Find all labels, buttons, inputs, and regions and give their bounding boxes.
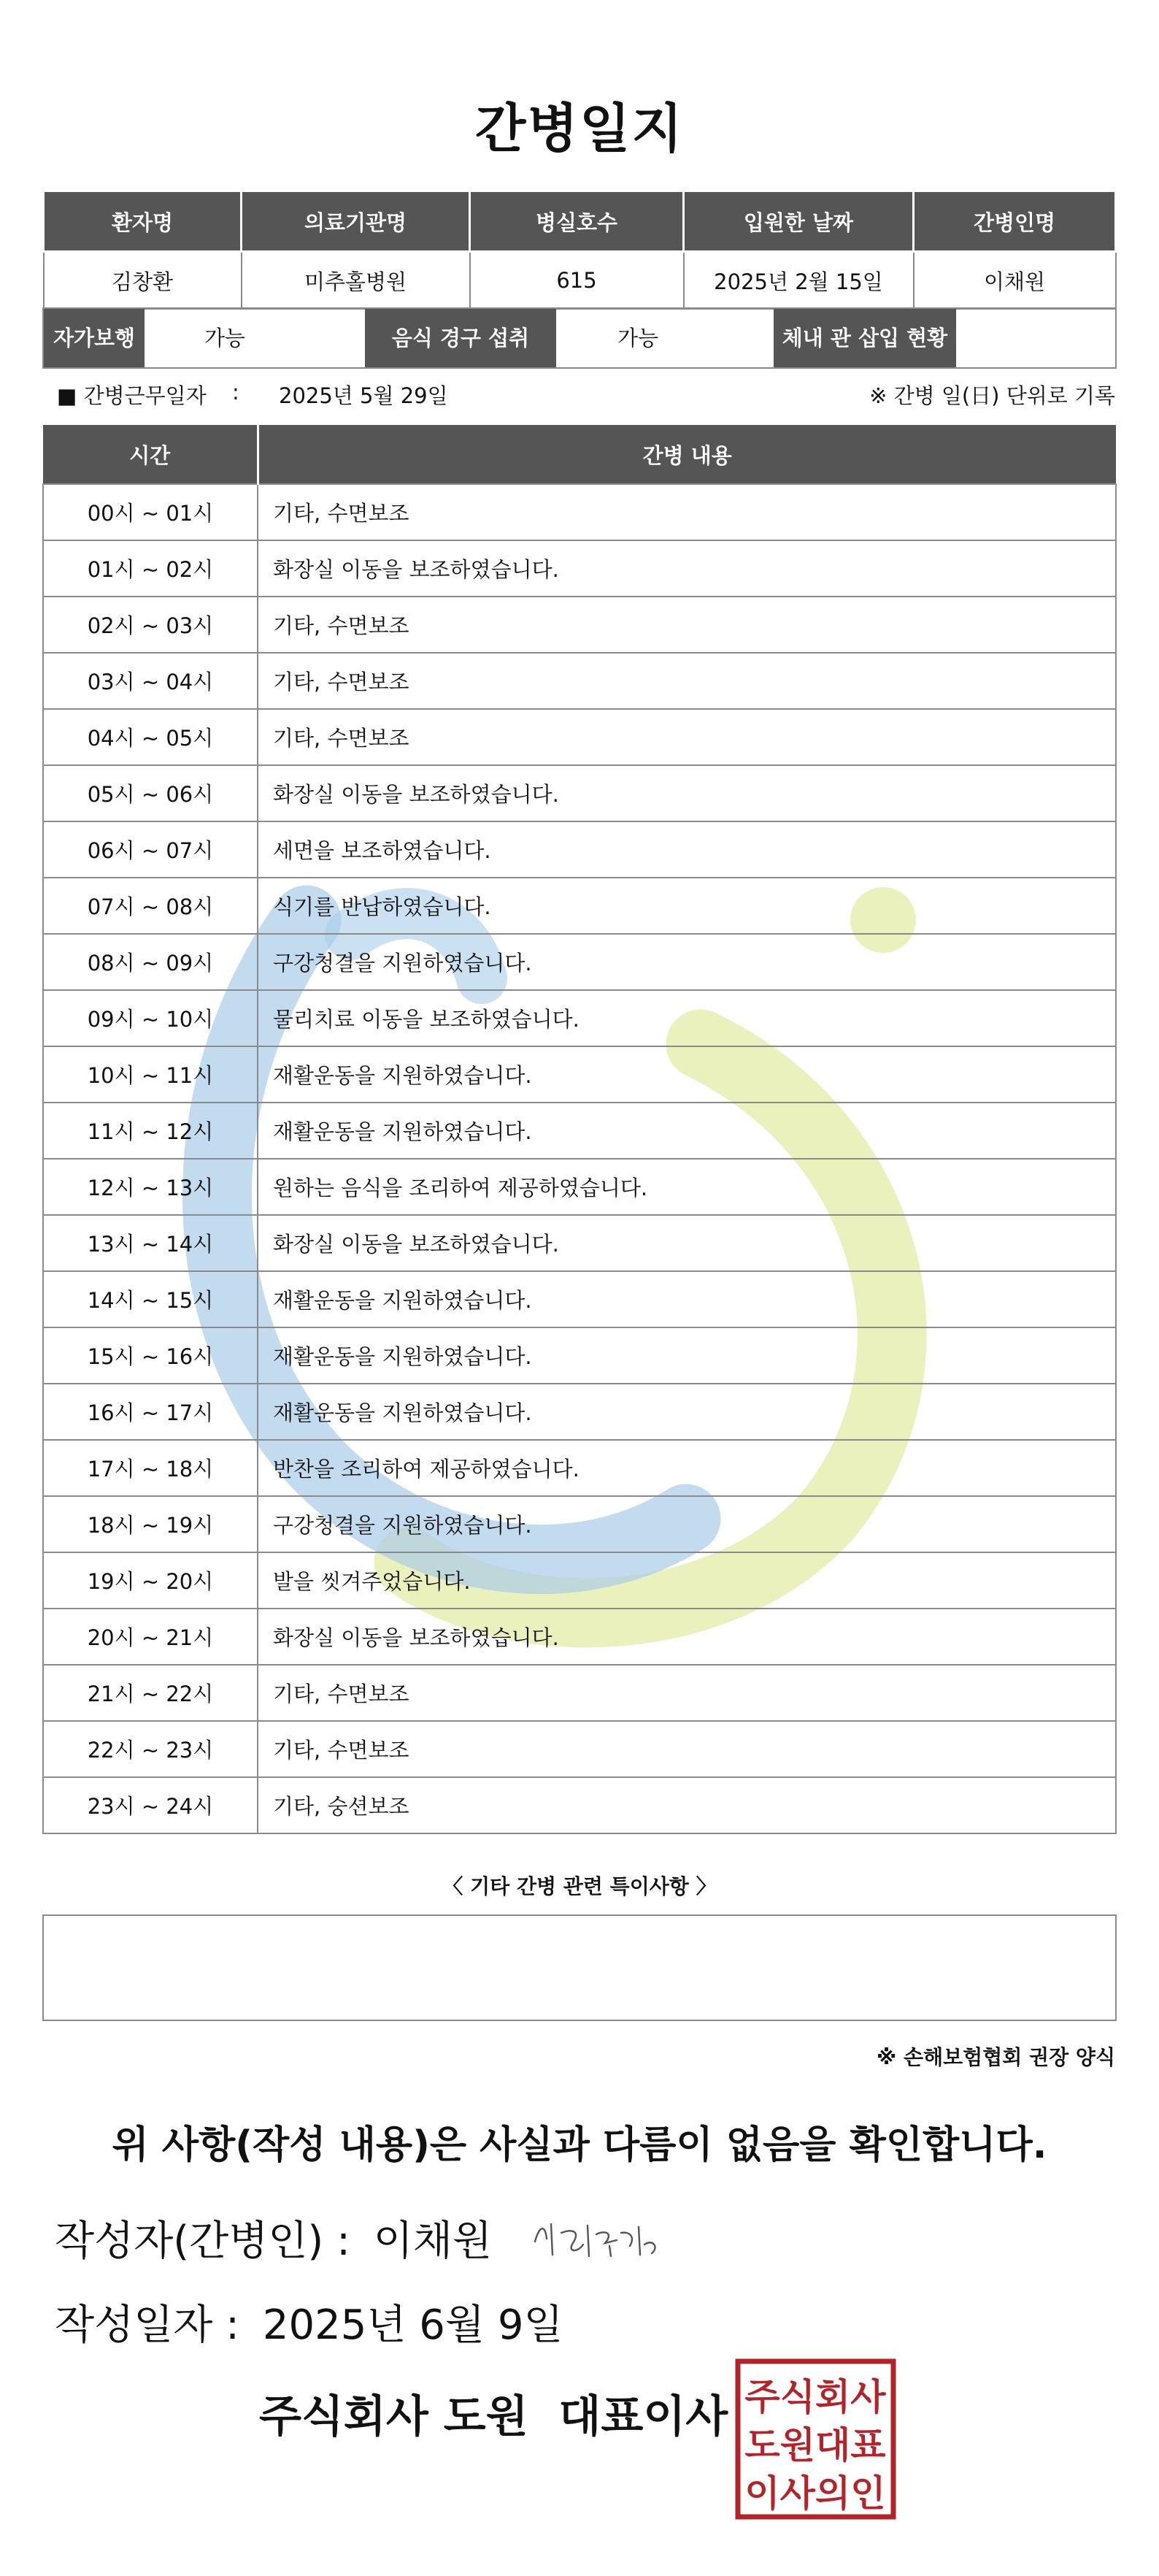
hospital-name: 미추홀병원	[242, 252, 470, 310]
log-time: 12시 ~ 13시	[43, 1159, 258, 1215]
log-content: 기타, 수면보조	[258, 484, 1116, 540]
log-content: 재활운동을 지원하였습니다.	[258, 1327, 1116, 1384]
log-content: 화장실 이동을 보조하였습니다.	[258, 765, 1116, 821]
notes-box	[42, 1914, 1117, 2021]
header-content: 간병 내용	[258, 425, 1116, 484]
form-footnote: ※ 손해보험협회 권장 양식	[877, 2045, 1115, 2069]
written-date: 2025년 6월 9일	[262, 2301, 563, 2349]
writer-label: 작성자(간병인) :	[55, 2217, 350, 2265]
work-date-colon: :	[232, 380, 239, 405]
table-row	[43, 1609, 1116, 1665]
self-walk-value: 가능	[204, 326, 246, 350]
notes-title: 〈 기타 간병 관련 특이사항 〉	[442, 1874, 717, 1898]
log-time: 18시 ~ 19시	[43, 1496, 258, 1552]
log-time: 13시 ~ 14시	[43, 1215, 258, 1271]
handwritten-signature	[529, 2211, 668, 2266]
table-row	[43, 1046, 1116, 1103]
work-date-label: ■ 간병근무일자	[57, 383, 207, 408]
oral-intake-label: 음식 경구 섭취	[365, 309, 556, 367]
page-title: 간병일지	[474, 98, 685, 159]
work-date: 2025년 5월 29일	[279, 383, 448, 408]
log-content: 재활운동을 지원하였습니다.	[258, 1046, 1116, 1103]
log-time: 07시 ~ 08시	[43, 878, 258, 934]
table-row	[43, 1777, 1116, 1833]
seal-line-1: 주식회사	[744, 2376, 886, 2418]
log-time: 01시 ~ 02시	[43, 540, 258, 597]
log-header-row	[43, 425, 1116, 484]
log-content: 발을 씻겨주었습니다.	[258, 1552, 1116, 1609]
log-content: 원하는 음식을 조리하여 제공하였습니다.	[258, 1159, 1116, 1215]
log-time: 04시 ~ 05시	[43, 709, 258, 765]
log-content: 반찬을 조리하여 제공하였습니다.	[258, 1440, 1116, 1496]
admission-date: 2025년 2월 15일	[684, 252, 914, 310]
log-content: 기타, 수면보조	[258, 709, 1116, 765]
table-row	[43, 821, 1116, 878]
log-content: 재활운동을 지원하였습니다.	[258, 1384, 1116, 1440]
log-time: 14시 ~ 15시	[43, 1271, 258, 1327]
log-content: 구강청결을 지원하였습니다.	[258, 1496, 1116, 1552]
header-hospital: 의료기관명	[242, 192, 470, 252]
table-row	[43, 1215, 1116, 1271]
log-time: 23시 ~ 24시	[43, 1777, 258, 1833]
log-time: 22시 ~ 23시	[43, 1721, 258, 1777]
log-time: 19시 ~ 20시	[43, 1552, 258, 1609]
table-row	[43, 1721, 1116, 1777]
table-row	[43, 540, 1116, 597]
info-value-row	[44, 252, 1116, 310]
log-time: 15시 ~ 16시	[43, 1327, 258, 1384]
log-time: 06시 ~ 07시	[43, 821, 258, 878]
writer-line	[55, 2209, 492, 2267]
table-row	[43, 1496, 1116, 1552]
company-seal	[733, 2357, 898, 2521]
table-row	[43, 934, 1116, 990]
table-row	[43, 765, 1116, 821]
confirmation-statement: 위 사항(작성 내용)은 사실과 다름이 없음을 확인합니다.	[112, 2123, 1047, 2167]
log-time: 17시 ~ 18시	[43, 1440, 258, 1496]
company-representative: 주식회사 도원 대표이사	[259, 2391, 728, 2442]
seal-line-3: 이사의인	[744, 2472, 886, 2515]
log-time: 02시 ~ 03시	[43, 597, 258, 653]
header-room: 병실호수	[470, 192, 684, 252]
seal-line-2: 도원대표	[744, 2424, 886, 2466]
log-content: 재활운동을 지원하였습니다.	[258, 1103, 1116, 1159]
writer-name: 이채원	[373, 2217, 493, 2265]
log-content: 기타, 수면보조	[258, 653, 1116, 709]
header-time: 시간	[43, 425, 258, 484]
table-row	[43, 1440, 1116, 1496]
tube-label: 체내 관 삽입 현황	[774, 309, 956, 367]
log-time: 08시 ~ 09시	[43, 934, 258, 990]
table-row	[43, 878, 1116, 934]
log-content: 기타, 수면보조	[258, 1721, 1116, 1777]
work-date-note: ※ 간병 일(日) 단위로 기록	[869, 383, 1115, 408]
log-content: 기타, 수면보조	[258, 597, 1116, 653]
table-row	[43, 484, 1116, 540]
log-content: 기타, 숭션보조	[258, 1777, 1116, 1833]
table-row	[43, 1552, 1116, 1609]
log-time: 20시 ~ 21시	[43, 1609, 258, 1665]
log-content: 화장실 이동을 보조하였습니다.	[258, 1215, 1116, 1271]
oral-intake-value: 가능	[617, 326, 659, 350]
table-row	[43, 1327, 1116, 1384]
caregiver-name: 이채원	[914, 252, 1116, 310]
patient-status-row	[42, 307, 1117, 369]
log-time: 00시 ~ 01시	[43, 484, 258, 540]
care-log-table	[42, 425, 1117, 1834]
log-content: 화장실 이동을 보조하였습니다.	[258, 1609, 1116, 1665]
room-number: 615	[470, 252, 684, 310]
table-row	[43, 990, 1116, 1046]
header-patient-name: 환자명	[44, 192, 242, 252]
log-time: 09시 ~ 10시	[43, 990, 258, 1046]
info-header-row	[44, 192, 1116, 252]
log-time: 11시 ~ 12시	[43, 1103, 258, 1159]
table-row	[43, 1271, 1116, 1327]
table-row	[43, 1103, 1116, 1159]
table-row	[43, 653, 1116, 709]
log-content: 식기를 반납하였습니다.	[258, 878, 1116, 934]
header-caregiver: 간병인명	[914, 192, 1116, 252]
table-row	[43, 1159, 1116, 1215]
table-row	[43, 597, 1116, 653]
header-admission-date: 입원한 날짜	[684, 192, 914, 252]
written-date-line	[55, 2293, 563, 2351]
log-content: 물리치료 이동을 보조하였습니다.	[258, 990, 1116, 1046]
tube-value	[956, 309, 1115, 367]
log-content: 재활운동을 지원하였습니다.	[258, 1271, 1116, 1327]
log-time: 21시 ~ 22시	[43, 1665, 258, 1721]
self-walk-label: 자가보행	[44, 309, 145, 367]
log-content: 화장실 이동을 보조하였습니다.	[258, 540, 1116, 597]
table-row	[43, 709, 1116, 765]
table-row	[43, 1665, 1116, 1721]
log-time: 05시 ~ 06시	[43, 765, 258, 821]
log-content: 세면을 보조하였습니다.	[258, 821, 1116, 878]
patient-name: 김창환	[44, 252, 242, 310]
patient-info-table	[42, 192, 1117, 310]
log-content: 구강청결을 지원하였습니다.	[258, 934, 1116, 990]
log-time: 16시 ~ 17시	[43, 1384, 258, 1440]
table-row	[43, 1384, 1116, 1440]
written-date-label: 작성일자 :	[55, 2301, 240, 2349]
log-time: 03시 ~ 04시	[43, 653, 258, 709]
log-content: 기타, 수면보조	[258, 1665, 1116, 1721]
log-time: 10시 ~ 11시	[43, 1046, 258, 1103]
